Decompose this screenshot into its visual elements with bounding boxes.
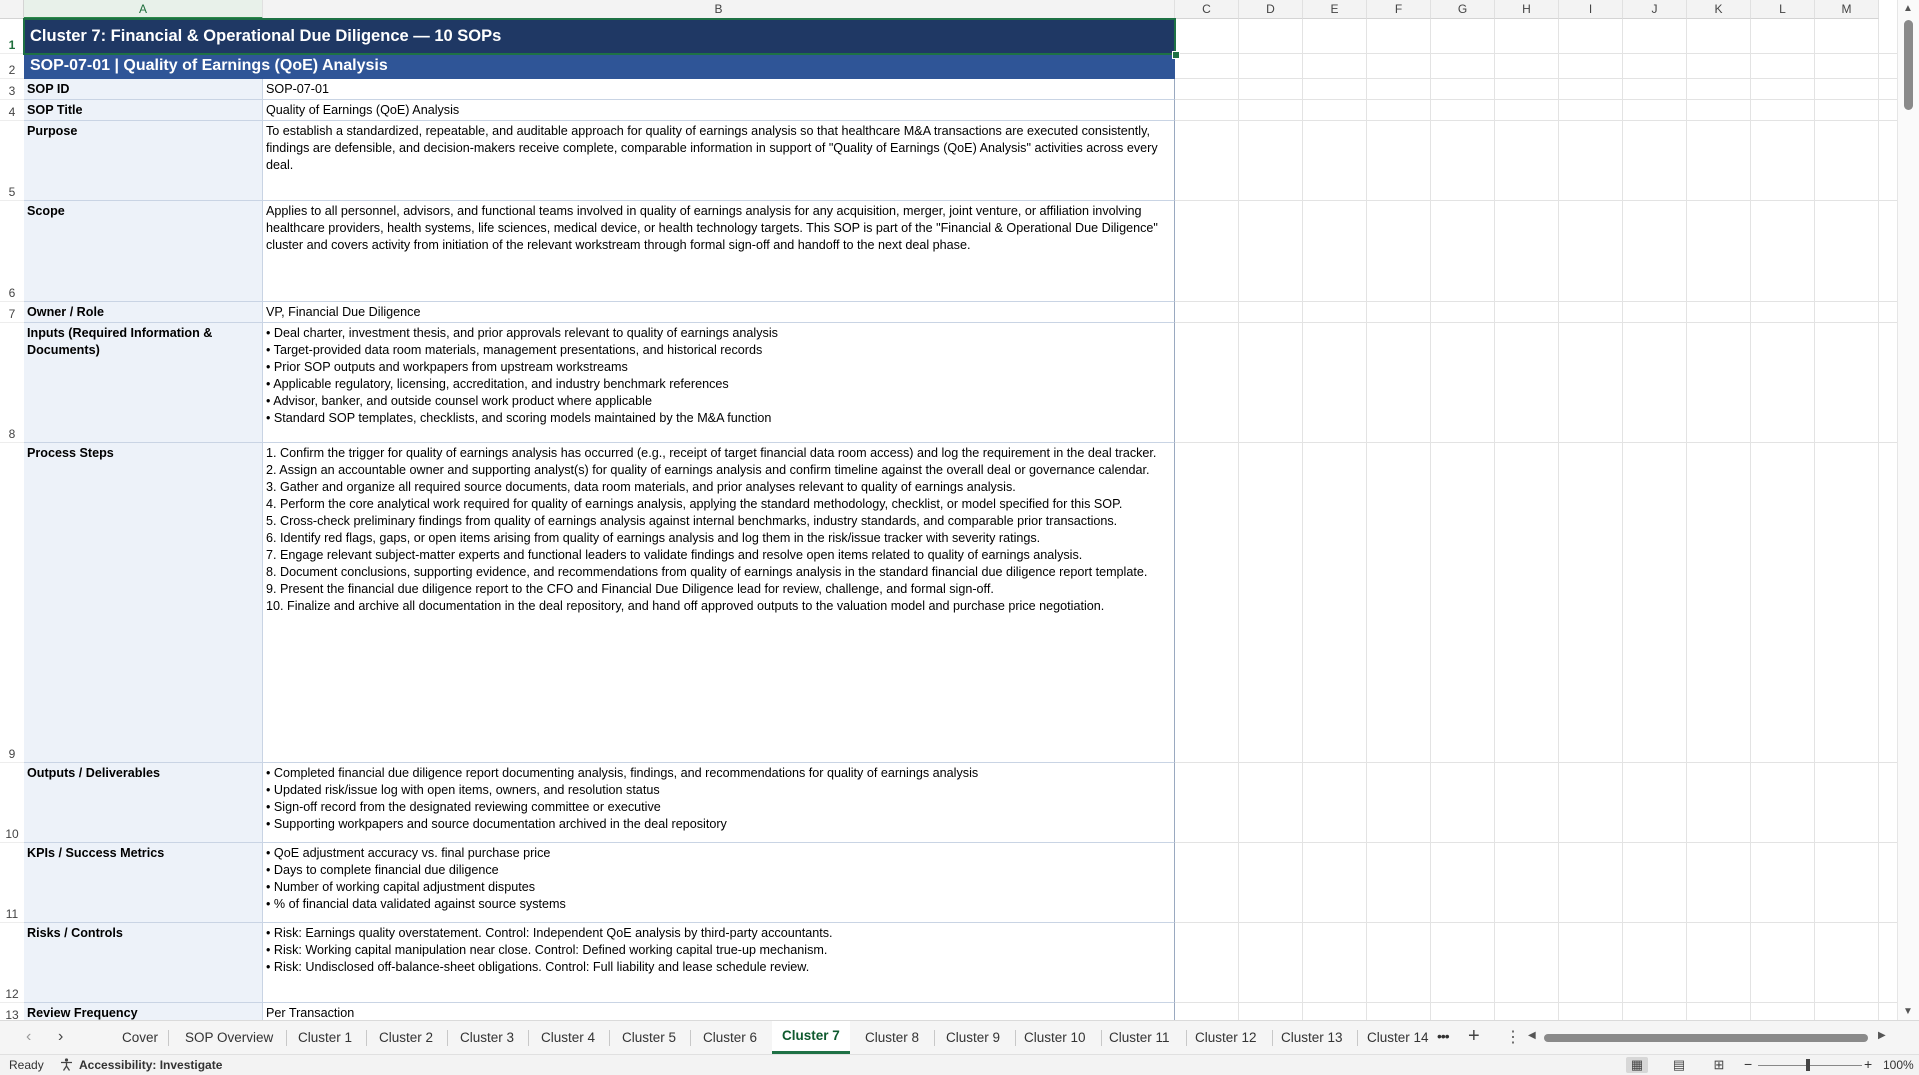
tab-cluster-13[interactable]: Cluster 13 bbox=[1281, 1030, 1343, 1045]
sheet-tab-bar bbox=[0, 1020, 1919, 1054]
label-kpis[interactable]: KPIs / Success Metrics bbox=[24, 843, 263, 923]
page-break-view-icon[interactable]: ⊞ bbox=[1713, 1057, 1725, 1072]
scroll-up-icon[interactable]: ▲ bbox=[1903, 3, 1913, 14]
zoom-in-icon[interactable]: + bbox=[1864, 1056, 1873, 1072]
page-layout-view-icon[interactable]: ▤ bbox=[1672, 1057, 1686, 1072]
status-ready: Ready bbox=[9, 1058, 44, 1072]
accessibility-status[interactable]: Accessibility: Investigate bbox=[79, 1058, 223, 1072]
scroll-left-icon[interactable]: ◀ bbox=[1528, 1030, 1536, 1041]
column-header-m[interactable]: M bbox=[1815, 0, 1879, 19]
row-header-10[interactable]: 10 bbox=[0, 763, 24, 843]
value-scope[interactable]: Applies to all personnel, advisors, and functional teams involved in quality of earnings analysis for any acquisition, merger, joint venture, or affiliation involving healthcare providers, health systems, life sciences, medical device, or health technology targets. This SOP is part of the "Financial & Operational Due Diligence" cluster and covers activity from initiation of the relevant workstream through formal sign-off and handoff to the next deal phase. bbox=[263, 201, 1175, 302]
tab-sop-overview[interactable]: SOP Overview bbox=[185, 1030, 274, 1045]
row-header-9[interactable]: 9 bbox=[0, 443, 24, 763]
zoom-level[interactable]: 100% bbox=[1883, 1058, 1914, 1072]
row-header-2[interactable]: 2 bbox=[0, 54, 24, 79]
label-purpose[interactable]: Purpose bbox=[24, 121, 263, 201]
value-outputs[interactable]: • Completed financial due diligence report documenting analysis, findings, and recommendations for quality of earnings analysis • Updated risk/issue log with open items, owners, and resolution status • Sign-off record from the designated reviewing committee or executive • Supporting workpapers and source documentation archived in the deal repository bbox=[263, 763, 1175, 843]
fill-handle[interactable] bbox=[1172, 51, 1180, 59]
column-header-j[interactable]: J bbox=[1623, 0, 1687, 19]
horizontal-scroll-thumb[interactable] bbox=[1544, 1034, 1868, 1042]
chevron-right-icon[interactable]: › bbox=[58, 1028, 64, 1045]
column-header-h[interactable]: H bbox=[1495, 0, 1559, 19]
column-header-f[interactable]: F bbox=[1367, 0, 1431, 19]
zoom-slider[interactable] bbox=[1758, 1065, 1862, 1066]
row-header-3[interactable]: 3 bbox=[0, 79, 24, 100]
value-risks-controls[interactable]: • Risk: Earnings quality overstatement. Control: Independent QoE analysis by third-party accountants. • Risk: Working capital manipulation near close. Control: Defined working capital true-up mechanism. • Risk: Undisclosed off-balance-sheet obligations. Control: Full liability and lease schedule review. bbox=[263, 923, 1175, 1003]
value-kpis[interactable]: • QoE adjustment accuracy vs. final purchase price • Days to complete financial due diligence • Number of working capital adjustment disputes • % of financial data validated against source systems bbox=[263, 843, 1175, 923]
value-sop-title[interactable]: Quality of Earnings (QoE) Analysis bbox=[263, 100, 1175, 121]
column-header-i[interactable]: I bbox=[1559, 0, 1623, 19]
tab-cluster-5[interactable]: Cluster 5 bbox=[622, 1030, 677, 1045]
row-header-4[interactable]: 4 bbox=[0, 100, 24, 121]
row-header-7[interactable]: 7 bbox=[0, 302, 24, 323]
label-outputs[interactable]: Outputs / Deliverables bbox=[24, 763, 263, 843]
chevron-left-icon[interactable]: ‹ bbox=[26, 1028, 32, 1045]
tab-cluster-11[interactable]: Cluster 11 bbox=[1109, 1030, 1170, 1045]
label-sop-title[interactable]: SOP Title bbox=[24, 100, 263, 121]
column-header-g[interactable]: G bbox=[1431, 0, 1495, 19]
tab-cluster-8[interactable]: Cluster 8 bbox=[865, 1030, 920, 1045]
tab-cluster-1[interactable]: Cluster 1 bbox=[298, 1030, 353, 1045]
tab-cluster-7[interactable]: Cluster 7 bbox=[772, 1021, 850, 1054]
value-process-steps[interactable]: 1. Confirm the trigger for quality of earnings analysis has occurred (e.g., receipt of target financial data room access) and log the requirement in the deal tracker. 2. Assign an accountable owner and supporting analyst(s) for quality of earnings analysis and confirm timeline against the overall deal or governance calendar. 3. Gather and organize all required source documents, data room materials, and prior analyses relevant to quality of earnings analysis. 4. Perform the core analytical work required for quality of earnings analysis, applying the standard methodology, checklist, or model specified for this SOP. 5. Cross-check preliminary findings from quality of earnings analysis against internal benchmarks, industry standards, and comparable prior transactions. 6. Identify red flags, gaps, or open items arising from quality of earnings analysis and log them in the risk/issue tracker with severity ratings. 7. Engage relevant subject-matter experts and functional leaders to validate findings and resolve open items related to quality of earnings analysis. 8. Document conclusions, supporting evidence, and recommendations from quality of earnings analysis in the standard financial due diligence report template. 9. Present the financial due diligence report to the CFO and Financial Due Diligence lead for review, challenge, and formal sign-off. 10. Finalize and archive all documentation in the deal repository, and hand off approved outputs to the valuation model and purchase price negotiation. bbox=[263, 443, 1175, 763]
tab-cluster-12[interactable]: Cluster 12 bbox=[1195, 1030, 1257, 1045]
tab-cluster-2[interactable]: Cluster 2 bbox=[379, 1030, 434, 1045]
label-scope[interactable]: Scope bbox=[24, 201, 263, 302]
column-header-e[interactable]: E bbox=[1303, 0, 1367, 19]
row-header-11[interactable]: 11 bbox=[0, 843, 24, 923]
value-owner-role[interactable]: VP, Financial Due Diligence bbox=[263, 302, 1175, 323]
row-header-12[interactable]: 12 bbox=[0, 923, 24, 1003]
column-header-b[interactable]: B bbox=[263, 0, 1175, 19]
label-inputs[interactable]: Inputs (Required Information & Documents) bbox=[24, 323, 263, 443]
accessibility-icon[interactable] bbox=[60, 1058, 73, 1072]
zoom-slider-knob[interactable] bbox=[1806, 1059, 1810, 1071]
tab-cluster-14[interactable]: Cluster 14 bbox=[1367, 1030, 1429, 1045]
value-purpose[interactable]: To establish a standardized, repeatable, and auditable approach for quality of earnings analysis so that healthcare M&A transactions are executed consistently, findings are defensible, and decision-makers receive complete, comparable information in support of "Quality of Earnings (QoE) Analysis" activities across every deal. bbox=[263, 121, 1175, 201]
status-bar bbox=[0, 1054, 1919, 1075]
row-header-13[interactable]: 13 bbox=[0, 1003, 24, 1020]
row-header-1[interactable]: 1 bbox=[0, 19, 24, 54]
label-review-frequency[interactable]: Review Frequency bbox=[24, 1003, 263, 1020]
label-owner-role[interactable]: Owner / Role bbox=[24, 302, 263, 323]
label-risks-controls[interactable]: Risks / Controls bbox=[24, 923, 263, 1003]
scroll-down-icon[interactable]: ▼ bbox=[1903, 1006, 1913, 1017]
sop-title-cell[interactable]: SOP-07-01 | Quality of Earnings (QoE) Analysis bbox=[24, 54, 1175, 79]
label-process-steps[interactable]: Process Steps bbox=[24, 443, 263, 763]
zoom-out-icon[interactable]: − bbox=[1744, 1056, 1753, 1072]
scroll-right-icon[interactable]: ▶ bbox=[1878, 1030, 1886, 1041]
column-header-d[interactable]: D bbox=[1239, 0, 1303, 19]
cluster-title-cell[interactable]: Cluster 7: Financial & Operational Due Diligence — 10 SOPs bbox=[24, 19, 1175, 54]
row-header-8[interactable]: 8 bbox=[0, 323, 24, 443]
column-header-k[interactable]: K bbox=[1687, 0, 1751, 19]
horizontal-scrollbar[interactable] bbox=[1528, 1030, 1888, 1043]
tab-cluster-3[interactable]: Cluster 3 bbox=[460, 1030, 515, 1045]
value-sop-id[interactable]: SOP-07-01 bbox=[263, 79, 1175, 100]
tab-cluster-6[interactable]: Cluster 6 bbox=[703, 1030, 758, 1045]
tab-cover[interactable]: Cover bbox=[122, 1030, 159, 1045]
tab-cluster-10[interactable]: Cluster 10 bbox=[1024, 1030, 1086, 1045]
tab-cluster-9[interactable]: Cluster 9 bbox=[946, 1030, 1001, 1045]
column-header-a[interactable]: A bbox=[24, 0, 263, 19]
tab-cluster-4[interactable]: Cluster 4 bbox=[541, 1030, 596, 1045]
vertical-ellipsis-icon[interactable]: ⋮ bbox=[1505, 1029, 1521, 1046]
vertical-scroll-thumb[interactable] bbox=[1904, 20, 1913, 110]
column-header-l[interactable]: L bbox=[1751, 0, 1815, 19]
label-sop-id[interactable]: SOP ID bbox=[24, 79, 263, 100]
vertical-scrollbar[interactable] bbox=[1897, 0, 1919, 1020]
row-header-6[interactable]: 6 bbox=[0, 201, 24, 302]
value-review-frequency[interactable]: Per Transaction bbox=[263, 1003, 1175, 1020]
normal-view-icon[interactable]: ▦ bbox=[1626, 1057, 1648, 1073]
plus-icon[interactable]: + bbox=[1468, 1025, 1480, 1047]
column-header-c[interactable]: C bbox=[1175, 0, 1239, 19]
select-all-corner[interactable] bbox=[0, 0, 24, 19]
row-header-5[interactable]: 5 bbox=[0, 121, 24, 201]
ellipsis-icon[interactable]: ••• bbox=[1437, 1028, 1449, 1044]
value-inputs[interactable]: • Deal charter, investment thesis, and prior approvals relevant to quality of earnings analysis • Target-provided data room materials, management presentations, and historical records • Prior SOP outputs and workpapers from upstream workstreams • Applicable regulatory, licensing, accreditation, and industry benchmark references • Advisor, banker, and outside counsel work product where applicable • Standard SOP templates, checklists, and scoring models maintained by the M&A function bbox=[263, 323, 1175, 443]
